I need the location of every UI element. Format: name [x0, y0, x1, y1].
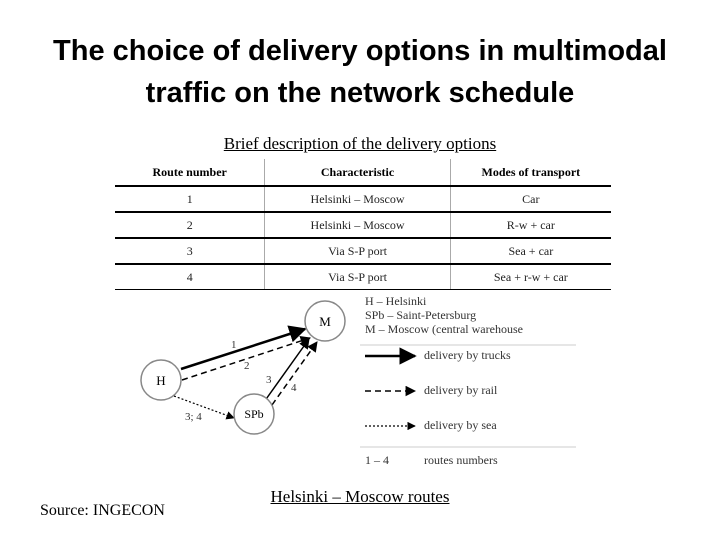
legend-routes-label: routes numbers — [424, 453, 498, 467]
legend-abbr-moscow: M – Moscow (central warehouse — [365, 322, 523, 336]
legend-routes-key: 1 – 4 — [365, 453, 389, 467]
cell-characteristic: Via S-P port — [265, 238, 450, 264]
slide-title: The choice of delivery options in multimodal traffic on the network schedule — [53, 35, 667, 109]
cell-characteristic: Via S-P port — [265, 264, 450, 290]
delivery-options-table — [115, 159, 611, 290]
edge-label-2: 2 — [244, 360, 250, 372]
cell-characteristic: Helsinki – Moscow — [265, 212, 450, 238]
node-helsinki — [141, 360, 181, 400]
legend-abbr-helsinki: H – Helsinki — [365, 294, 427, 308]
table-row — [115, 264, 611, 290]
header-modes-of-transport: Modes of transport — [450, 159, 611, 186]
table-header-row — [115, 159, 611, 186]
legend-trucks-label: delivery by trucks — [424, 348, 511, 362]
cell-route-number: 4 — [115, 264, 265, 290]
table-row — [115, 212, 611, 238]
cell-modes: Car — [450, 186, 611, 212]
node-saint-petersburg — [234, 394, 274, 434]
header-route-number: Route number — [115, 159, 265, 186]
svg-text:SPb: SPb — [244, 407, 264, 421]
legend-sea-label: delivery by sea — [424, 418, 497, 432]
cell-route-number: 3 — [115, 238, 265, 264]
cell-modes: Sea + r-w + car — [450, 264, 611, 290]
diagram-legend — [360, 294, 576, 470]
svg-text:M: M — [319, 314, 331, 329]
cell-route-number: 1 — [115, 186, 265, 212]
route-3-truck-edge — [264, 339, 309, 402]
legend-symbols — [360, 294, 576, 470]
table-row — [115, 238, 611, 264]
edge-label-3-4: 3; 4 — [185, 411, 202, 423]
node-moscow — [305, 301, 345, 341]
cell-modes: Sea + car — [450, 238, 611, 264]
table-row — [115, 186, 611, 212]
edge-label-4: 4 — [291, 382, 297, 394]
route-3-4-sea-edge — [174, 396, 234, 418]
route-network-diagram — [130, 292, 350, 452]
edge-label-3: 3 — [266, 374, 272, 386]
cell-modes: R-w + car — [450, 212, 611, 238]
cell-route-number: 2 — [115, 212, 265, 238]
edge-label-1: 1 — [231, 339, 237, 351]
source-note: Source: INGECON — [40, 502, 165, 519]
cell-characteristic: Helsinki – Moscow — [265, 186, 450, 212]
diagram-caption: Helsinki – Moscow routes — [270, 487, 450, 506]
table-caption: Brief description of the delivery options — [223, 134, 497, 153]
svg-text:H: H — [156, 373, 166, 388]
legend-abbr-saint-petersburg: SPb – Saint-Petersburg — [365, 308, 477, 322]
route-4-rail-edge — [272, 342, 317, 405]
route-1-truck-edge — [181, 329, 305, 369]
header-characteristic: Characteristic — [265, 159, 450, 186]
legend-rail-label: delivery by rail — [424, 383, 498, 397]
route-2-rail-edge — [182, 338, 310, 380]
